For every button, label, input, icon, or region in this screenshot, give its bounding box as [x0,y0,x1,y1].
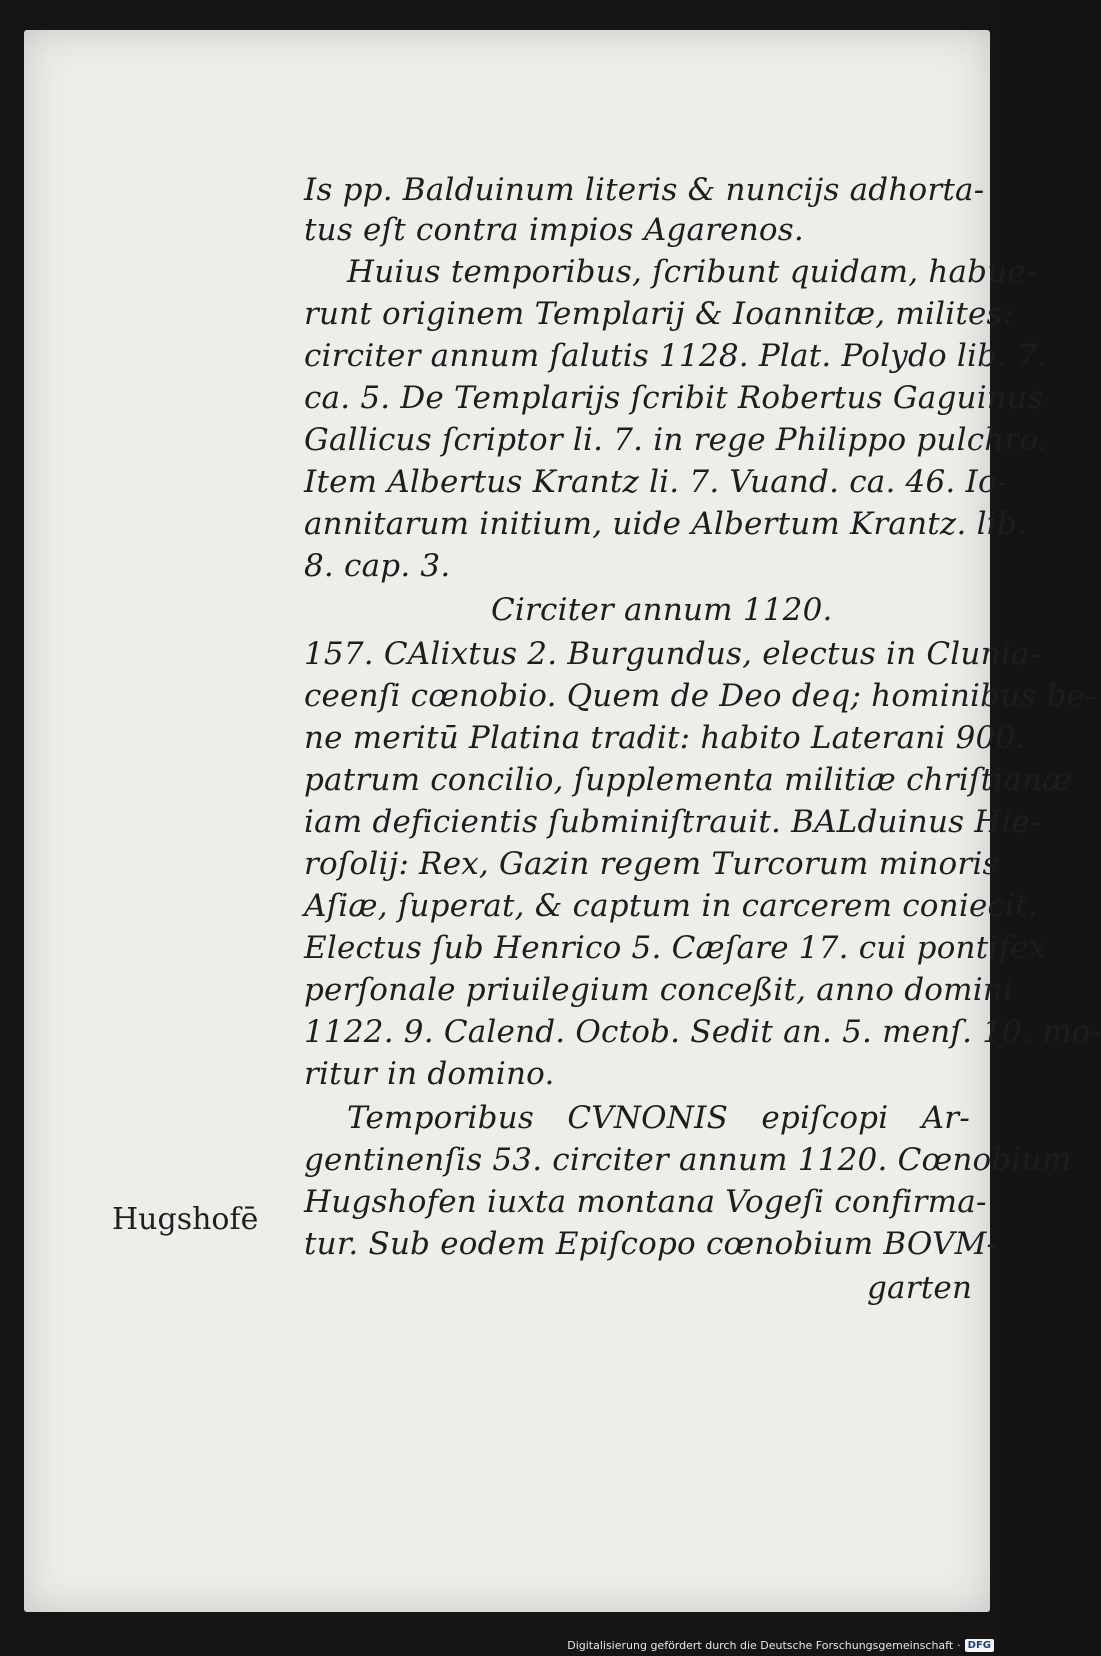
digitization-credit [567,1636,994,1654]
text-line: patrum concilio, ſupplementa militiæ chriſtianæ [304,762,1072,798]
text-line: Hugshofen iuxta montana Vogeſi confirma- [304,1184,987,1220]
text-line: Huius temporibus, ſcribunt quidam, habue- [347,254,1037,290]
text-line: ceenſi cœnobio. Quem de Deo deq; hominibus be- [304,678,1096,714]
text-line: 1122. 9. Calend. Octob. Sedit an. 5. menſ. 10. mo- [304,1014,1101,1050]
text-line: 8. cap. 3. [304,548,451,584]
text-line: Is pp. Balduinum literis & nuncijs adhorta- [304,172,985,208]
text-line: Electus ſub Henrico 5. Cæſare 17. cui pontifex [304,930,1047,966]
text-line: gentinenſis 53. circiter annum 1120. Cœnobium [304,1142,1072,1178]
credit-text: Digitalisierung gefördert durch die Deutsche Forschungsgemeinschaft [567,1638,954,1652]
text-line: annitarum initium, uide Albertum Krantz. lib. [304,506,1027,542]
text-line: roſolij: Rex, Gazin regem Turcorum minoris [304,846,999,882]
text-line: runt originem Templarij & Ioannitæ, milites: [304,296,1014,332]
text-line: iam deficientis ſubminiſtrauit. BALduinus Hie- [304,804,1041,840]
text-line: Aſiæ, ſuperat, & captum in carcerem coniecit. [304,888,1038,924]
credit-separator: · [957,1638,961,1652]
margin-note: Hugshofē [112,1202,259,1237]
text-line: tus eſt contra impios Agarenos. [304,212,804,248]
book-page [24,30,1101,1612]
text-line: Item Albertus Krantz li. 7. Vuand. ca. 46. Io- [304,464,1008,500]
text-line: circiter annum ſalutis 1128. Plat. Polydo lib. 7. [304,338,1048,374]
text-line: ritur in domino. [304,1056,555,1092]
dfg-logo-icon: DFG [965,1639,994,1652]
text-line: tur. Sub eodem Epiſcopo cœnobium BOVM- [304,1226,998,1262]
text-line: Temporibus CVNONIS epiſcopi Ar- [347,1100,970,1136]
section-heading: Circiter annum 1120. [491,592,833,628]
text-line: ne meritū Platina tradit: habito Laterani 900. [304,720,1026,756]
catchword: garten [867,1270,973,1306]
text-line: perſonale priuilegium conceßit, anno domini [304,972,1014,1008]
text-line: Gallicus ſcriptor li. 7. in rege Philippo pulchro. [304,422,1048,458]
text-line: 157. CAlixtus 2. Burgundus, electus in Clunia- [304,636,1041,672]
text-line: ca. 5. De Templarijs ſcribit Robertus Gaguinus [304,380,1044,416]
